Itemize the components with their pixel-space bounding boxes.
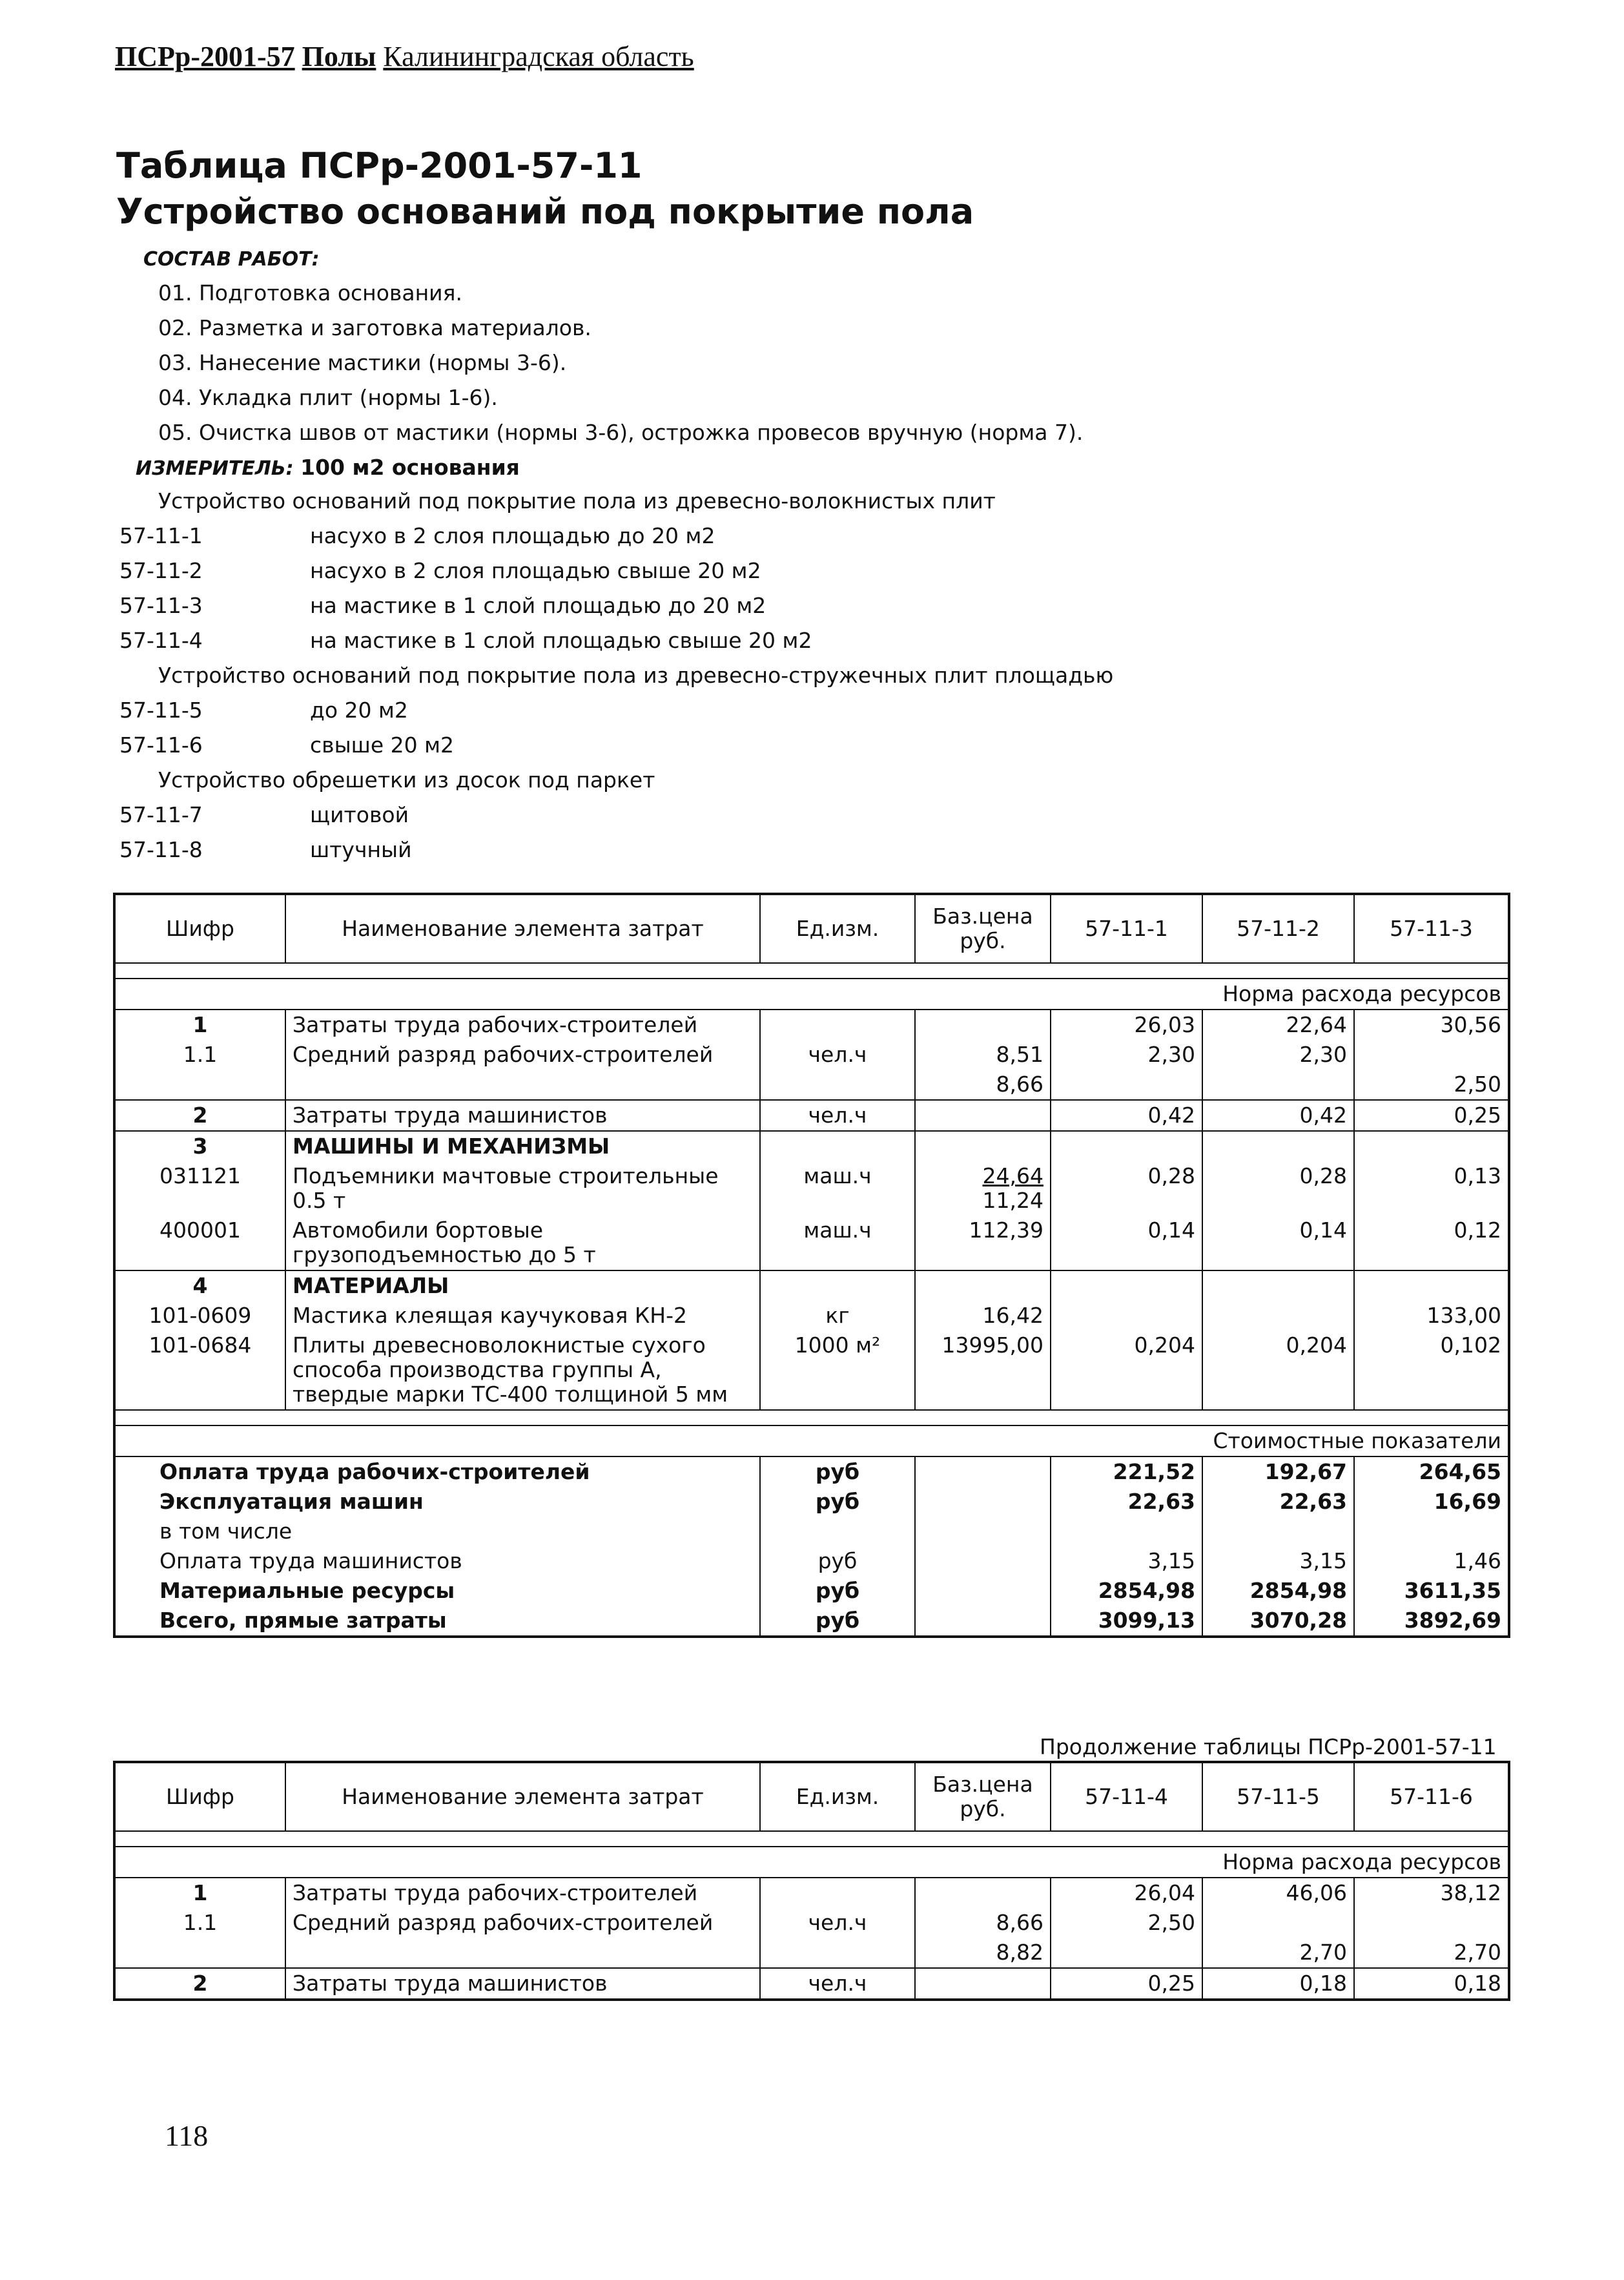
cost-row: Эксплуатация машин руб 22,63 22,63 16,69	[114, 1487, 1509, 1517]
continuation-label: Продолжение таблицы ПСРр-2001-57-11	[1040, 1734, 1497, 1759]
table-row: 1.1 Средний разряд рабочих-строителей чел.ч 8,51 2,30 2,30	[114, 1040, 1509, 1070]
group-title: Устройство оснований под покрытие пола из древесно-стружечных плит площадью	[158, 663, 1114, 688]
table-row: 1 Затраты труда рабочих-строителей 26,04 46,06 38,12	[114, 1878, 1509, 1908]
table-row: 031121 Подъемники мачтовые строительные 0.5 т маш.ч 24,64 11,24 0,28 0,28 0,13	[114, 1161, 1509, 1216]
table-row: 2 Затраты труда машинистов чел.ч 0,25 0,18 0,18	[114, 1968, 1509, 2000]
table-row: 101-0609 Мастика клеящая каучуковая КН-2 кг 16,42 133,00	[114, 1301, 1509, 1331]
col-header-norm: 57-11-1	[1051, 894, 1202, 963]
work-item: 04. Укладка плит (нормы 1-6).	[158, 385, 498, 410]
cost-row: Оплата труда машинистов руб 3,15 3,15 1,46	[114, 1546, 1509, 1576]
cost-section-label: Стоимостные показатели	[114, 1425, 1509, 1456]
meter-value: 100 м2 основания	[300, 455, 520, 480]
norm-text: насухо в 2 слоя площадью до 20 м2	[310, 523, 715, 548]
header-code: ПСРр-2001-57	[115, 41, 295, 72]
norm-section-label: Норма расхода ресурсов	[114, 1847, 1509, 1878]
cost-row: в том числе	[114, 1517, 1509, 1546]
cost-row: Всего, прямые затраты руб 3099,13 3070,28 3892,69	[114, 1606, 1509, 1637]
norm-code: 57-11-7	[119, 802, 203, 827]
col-header-name: Наименование элемента затрат	[285, 894, 760, 963]
norm-text: на мастике в 1 слой площадью свыше 20 м2	[310, 628, 812, 653]
norm-code: 57-11-4	[119, 628, 203, 653]
table-row: 1.1 Средний разряд рабочих-строителей чел.ч 8,66 2,50	[114, 1908, 1509, 1938]
work-item: 01. Подготовка основания.	[158, 280, 462, 306]
table-row: 8,66 2,50	[114, 1070, 1509, 1100]
table-row: 2 Затраты труда машинистов чел.ч 0,42 0,42 0,25	[114, 1100, 1509, 1131]
cost-row: Материальные ресурсы руб 2854,98 2854,98 3611,35	[114, 1576, 1509, 1606]
table-title: Таблица ПСРр-2001-57-11	[116, 145, 642, 186]
table-row: 101-0684 Плиты древесноволокнистые сухого способа производства группы А, твердые марки ТС-400 толщиной 5 мм 1000 м² 13995,00 0,204 0,204 0,102	[114, 1331, 1509, 1410]
table-row: 4 МАТЕРИАЛЫ	[114, 1270, 1509, 1301]
running-header	[115, 40, 694, 73]
work-item: 05. Очистка швов от мастики (нормы 3-6), острожка провесов вручную (норма 7).	[158, 420, 1084, 445]
col-header-norm: 57-11-6	[1354, 1762, 1509, 1831]
col-header-norm: 57-11-5	[1202, 1762, 1354, 1831]
norm-text: щитовой	[310, 802, 409, 827]
norm-text: свыше 20 м2	[310, 732, 455, 758]
group-title: Устройство оснований под покрытие пола из древесно-волокнистых плит	[158, 488, 996, 513]
norm-code: 57-11-5	[119, 698, 203, 723]
col-header-name: Наименование элемента затрат	[285, 1762, 760, 1831]
table-row: 3 МАШИНЫ И МЕХАНИЗМЫ	[114, 1131, 1509, 1161]
col-header-norm: 57-11-3	[1354, 894, 1509, 963]
norm-section-label: Норма расхода ресурсов	[114, 979, 1509, 1010]
work-item: 03. Нанесение мастики (нормы 3-6).	[158, 350, 567, 375]
norm-code: 57-11-2	[119, 558, 203, 583]
header-section: Полы	[302, 41, 376, 72]
group-title: Устройство обрешетки из досок под паркет	[158, 767, 655, 793]
col-header-norm: 57-11-2	[1202, 894, 1354, 963]
col-header-unit: Ед.изм.	[760, 1762, 915, 1831]
norm-code: 57-11-3	[119, 593, 203, 618]
norm-code: 57-11-8	[119, 837, 203, 862]
header-region: Калининградская область	[383, 41, 694, 72]
work-label: СОСТАВ РАБОТ:	[143, 248, 320, 271]
norm-text: насухо в 2 слоя площадью свыше 20 м2	[310, 558, 761, 583]
meter	[136, 455, 520, 482]
resource-table-2	[113, 1761, 1510, 2001]
work-item: 02. Разметка и заготовка материалов.	[158, 315, 591, 340]
col-header-price: Баз.цена руб.	[915, 894, 1051, 963]
col-header-code: Шифр	[114, 894, 285, 963]
table-row: 1 Затраты труда рабочих-строителей 26,03 22,64 30,56	[114, 1010, 1509, 1040]
table-row: 8,82 2,70 2,70	[114, 1938, 1509, 1968]
page-number: 118	[165, 2119, 209, 2152]
col-header-unit: Ед.изм.	[760, 894, 915, 963]
norm-code: 57-11-1	[119, 523, 203, 548]
col-header-norm: 57-11-4	[1051, 1762, 1202, 1831]
table-row: 400001 Автомобили бортовые грузоподъемностью до 5 т маш.ч 112,39 0,14 0,14 0,12	[114, 1216, 1509, 1270]
norm-code: 57-11-6	[119, 732, 203, 758]
meter-label: ИЗМЕРИТЕЛЬ:	[136, 457, 294, 480]
cost-row: Оплата труда рабочих-строителей руб 221,52 192,67 264,65	[114, 1456, 1509, 1487]
table-subtitle: Устройство оснований под покрытие пола	[116, 191, 974, 232]
norm-text: на мастике в 1 слой площадью до 20 м2	[310, 593, 766, 618]
norm-text: штучный	[310, 837, 412, 862]
col-header-price: Баз.цена руб.	[915, 1762, 1051, 1831]
col-header-code: Шифр	[114, 1762, 285, 1831]
resource-table-1	[113, 893, 1510, 1638]
norm-text: до 20 м2	[310, 698, 408, 723]
